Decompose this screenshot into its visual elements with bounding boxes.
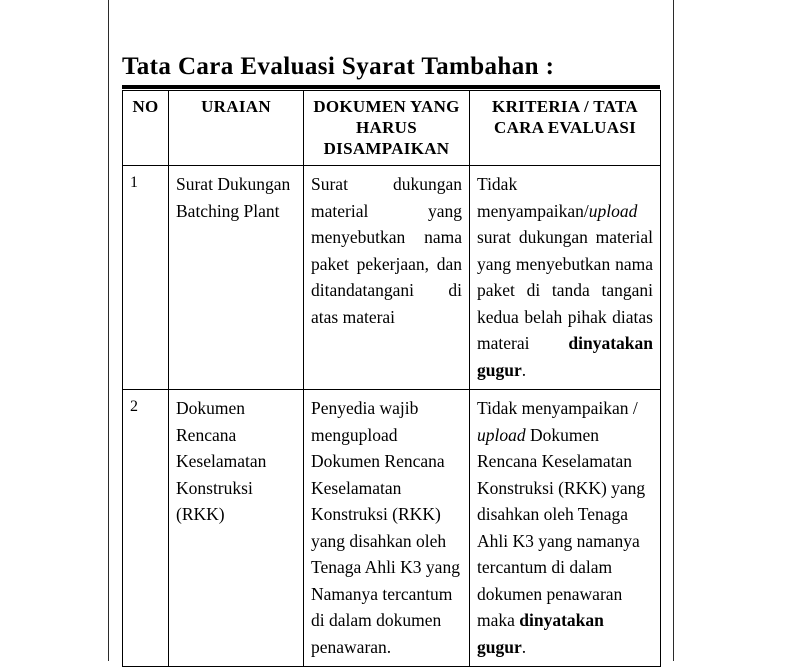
column-header-kriteria: KRITERIA / TATA CARA EVALUASI [470, 91, 661, 166]
kriteria-lead: Tidak menyampaikan / [477, 398, 638, 418]
page-margin-line-left [108, 0, 109, 661]
table-row [123, 390, 661, 667]
cell-no: 1 [123, 166, 169, 390]
page-content [122, 52, 660, 667]
kriteria-tail: . [521, 359, 527, 380]
page-margin-line-right [673, 0, 674, 661]
cell-kriteria [470, 166, 661, 390]
kriteria-verdict: dinyatakan gugur [477, 333, 653, 380]
cell-uraian: Dokumen Rencana Keselamatan Konstruksi (RKK) [169, 390, 304, 667]
column-header-dokumen: DOKUMEN YANG HARUS DISAMPAIKAN [304, 91, 470, 166]
kriteria-italic-term: upload [588, 200, 638, 221]
cell-uraian: Surat Dukungan Batching Plant [169, 166, 304, 390]
column-header-no: NO [123, 91, 169, 166]
page-title: Tata Cara Evaluasi Syarat Tambahan : [122, 52, 660, 89]
kriteria-italic-term: upload [477, 424, 526, 445]
cell-dokumen: Penyedia wajib mengupload Dokumen Rencana Keselamatan Konstruksi (RKK) yang disahkan oleh Tenaga Ahli K3 yang Namanya tercantum di dalam dokumen penawaran. [304, 390, 470, 667]
kriteria-verdict: dinyatakan gugur [477, 610, 604, 657]
column-header-uraian: URAIAN [169, 91, 304, 166]
kriteria-lead: Tidak menyampaikan/ [477, 174, 589, 221]
table-row [123, 166, 661, 390]
cell-kriteria [470, 390, 661, 667]
kriteria-middle: Dokumen Rencana Keselamatan Konstruksi (RKK) yang disahkan oleh Tenaga Ahli K3 yang namanya tercantum di dalam dokumen penawaran maka [477, 424, 646, 630]
cell-no: 2 [123, 390, 169, 667]
kriteria-middle: surat dukungan material yang menyebutkan nama paket di tanda tangani kedua belah pihak diatas materai [477, 227, 653, 353]
kriteria-tail: . [521, 636, 527, 657]
cell-dokumen: Surat dukungan material yang menyebutkan nama paket pekerjaan, dan ditandatangani di atas materai [304, 166, 470, 390]
evaluation-requirements-table [122, 90, 661, 667]
table-header-row [123, 91, 661, 166]
